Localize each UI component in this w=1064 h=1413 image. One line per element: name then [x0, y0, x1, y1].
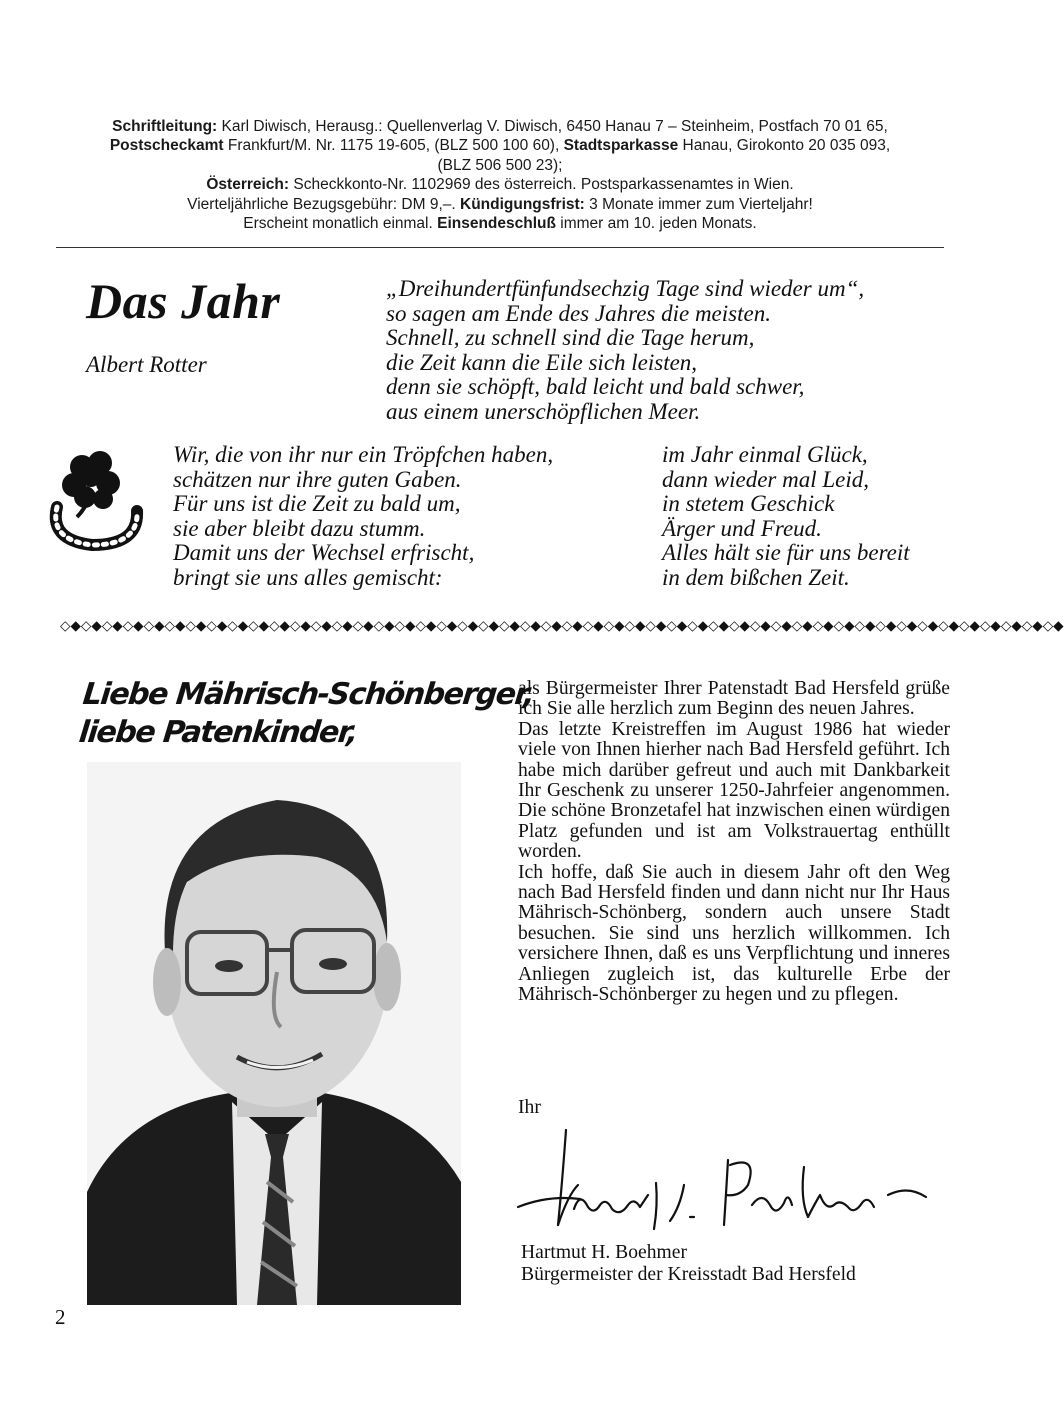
masthead-line: (BLZ 506 500 23); — [437, 156, 563, 174]
letter-closing: Ihr — [518, 1097, 541, 1118]
signer-name: Hartmut H. Boehmer — [521, 1242, 687, 1263]
verse-line: in stetem Geschick — [662, 491, 835, 517]
verse-line: Schnell, zu schnell sind die Tage herum, — [386, 325, 755, 351]
verse-line: denn sie schöpft, bald leicht und bald schwer, — [386, 374, 805, 400]
masthead-line: Erscheint monatlich einmal. Einsendeschluß immer am 10. jeden Monats. — [243, 215, 757, 233]
letter-body — [518, 679, 950, 1006]
verse-line: dann wieder mal Leid, — [662, 466, 869, 492]
verse-line: bringt sie uns alles gemischt: — [173, 564, 443, 590]
verse-line: „Dreihundertfünfundsechzig Tage sind wieder um“, — [386, 276, 865, 301]
verse-line: schätzen nur ihre guten Gaben. — [173, 466, 462, 492]
handwritten-signature — [508, 1125, 938, 1235]
letter-heading-line: Liebe Mährisch-Schönberger, — [81, 677, 536, 712]
letter-paragraph: Ich hoffe, daß Sie auch in diesem Jahr oft den Weg nach Bad Hersfeld finden und dann nicht nur Ihr Haus Mährisch-Schönberg, sondern auch unsere Stadt besuchen. Sie sind uns herzlich willkommen. Ich versichere Ihnen, daß es uns Verpflichtung und inneres Anliegen zugleich ist, das kulturelle Erbe der Mährisch-Schönberger zu hegen und zu pflegen. — [518, 861, 950, 1006]
verse-line: sie aber bleibt dazu stumm. — [173, 515, 426, 541]
verse-line: Damit uns der Wechsel erfrischt, — [173, 540, 475, 566]
signer-title: Bürgermeister der Kreisstadt Bad Hersfeld — [521, 1263, 856, 1285]
poem-stanza-3 — [662, 443, 910, 591]
verse-line: Für uns ist die Zeit zu bald um, — [173, 491, 461, 517]
verse-line: im Jahr einmal Glück, — [662, 442, 868, 467]
verse-line: Ärger und Freud. — [662, 515, 822, 541]
signer-block — [521, 1242, 856, 1285]
verse-line: in dem bißchen Zeit. — [662, 564, 850, 590]
masthead-line: Postscheckamt Frankfurt/M. Nr. 1175 19-605, (BLZ 500 100 60), Stadtsparkasse Hanau, Girokonto 20 035 093, — [109, 137, 891, 155]
poem-author: Albert Rotter — [86, 352, 207, 377]
masthead-line: Schriftleitung: Karl Diwisch, Herausg.: Quellenverlag V. Diwisch, 6450 Hanau 7 – Steinheim, Postfach 70 01 65, — [112, 118, 888, 135]
masthead-line: Vierteljährliche Bezugsgebühr: DM 9,–. Kündigungsfrist: 3 Monate immer zum Vierteljahr! — [187, 195, 813, 213]
verse-line: Wir, die von ihr nur ein Tröpfchen haben, — [173, 442, 554, 467]
letter-paragraph: Das letzte Kreistreffen im August 1986 hat wieder viele von Ihnen hierher nach Bad Hersfeld geführt. Ich habe mich darüber gefreut und auch mit Dankbarkeit Ihr Geschenk zu unserer 1250-Jahrfeier angenommen. Die schöne Bronzetafel hat inzwischen einen würdigen Platz gefunden und ist am Volkstrauertag enthüllt worden. — [518, 718, 950, 863]
verse-line: die Zeit kann die Eile sich leisten, — [386, 349, 698, 375]
letter-paragraph: als Bürgermeister Ihrer Patenstadt Bad Hersfeld grüße ich Sie alle herzlich zum Beginn des neuen Jahres. — [518, 678, 950, 720]
masthead-divider — [56, 247, 944, 248]
verse-line: Alles hält sie für uns bereit — [662, 540, 910, 566]
verse-line: so sagen am Ende des Jahres die meisten. — [386, 300, 771, 326]
poem-stanza-1 — [386, 277, 864, 425]
masthead — [60, 117, 940, 233]
page-number: 2 — [55, 1305, 66, 1329]
poem-title: Das Jahr — [86, 273, 281, 329]
letter-heading — [77, 676, 535, 752]
poem-stanza-2 — [173, 443, 553, 591]
masthead-line: Österreich: Scheckkonto-Nr. 1102969 des österreich. Postsparkassenamtes in Wien. — [206, 176, 794, 194]
letter-heading-line: liebe Patenkinder, — [77, 715, 359, 750]
clover-horseshoe-icon — [47, 445, 147, 555]
verse-line: aus einem unerschöpflichen Meer. — [386, 398, 701, 424]
diamond-ornament-divider: ◇◆◇◆◇◆◇◆◇◆◇◆◇◆◇◆◇◆◇◆◇◆◇◆◇◆◇◆◇◆◇◆◇◆◇◆◇◆◇◆◇◆◇◆◇◆◇◆◇◆◇◆◇◆◇◆◇◆◇◆◇◆◇◆◇◆◇◆◇◆◇◆◇◆◇◆◇◆◇◆◇◆◇◆◇◆◇◆◇◆◇◆◇◆◇◆ — [60, 618, 1064, 634]
mayor-portrait-photo — [87, 762, 461, 1305]
